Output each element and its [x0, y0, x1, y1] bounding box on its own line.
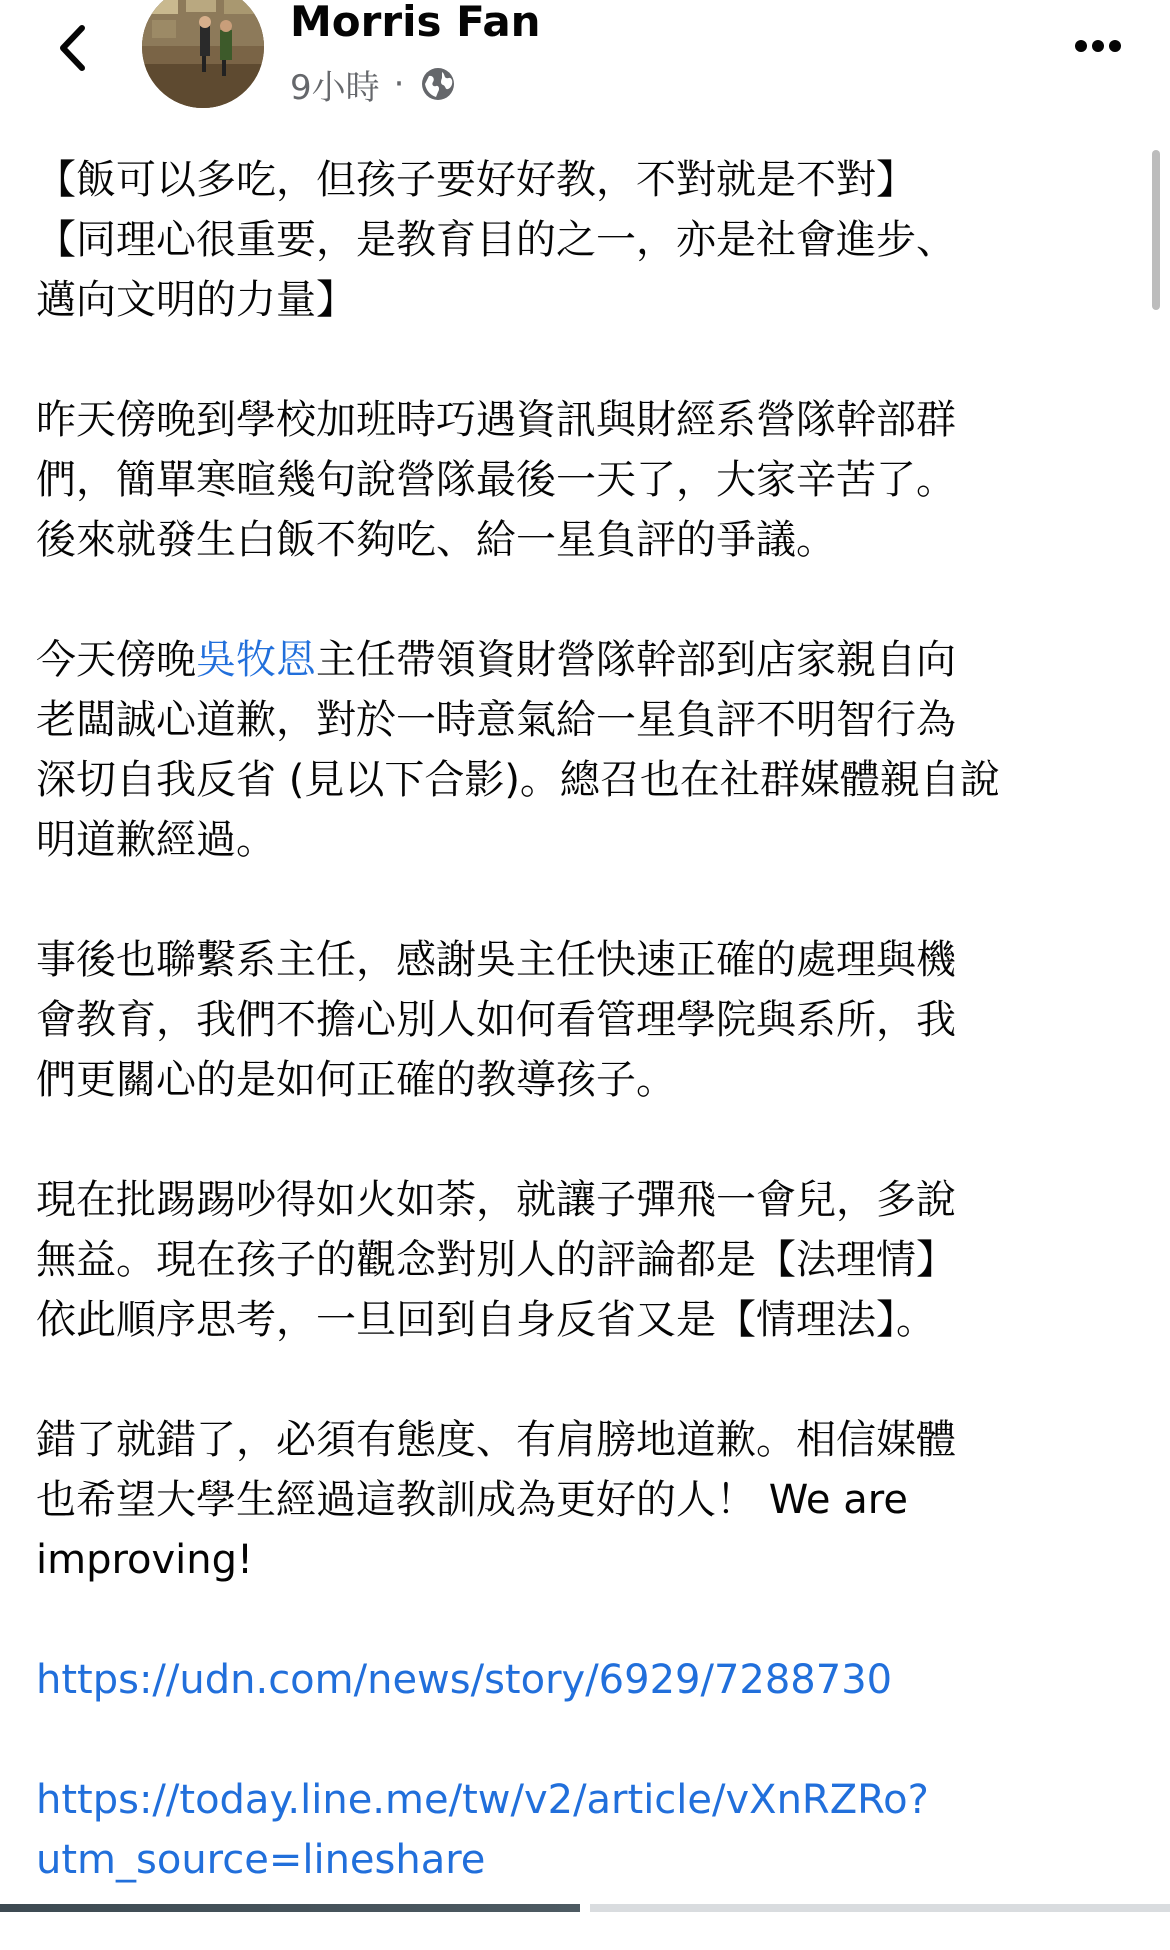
paragraph-1: [36, 390, 1136, 570]
post-title: [36, 150, 1136, 330]
text-line: 現在批踢踢吵得如火如荼，就讓子彈飛一會兒，多說: [36, 1177, 956, 1223]
link-paragraph-2: [36, 1770, 1136, 1890]
title-line: 【同理心很重要，是教育目的之一，亦是社會進步、: [36, 217, 956, 263]
post-body: [36, 150, 1136, 1950]
text-line: [36, 630, 1136, 690]
text-line: 昨天傍晚到學校加班時巧遇資訊與財經系營隊幹部群: [36, 397, 956, 443]
text-line: 深切自我反省 (見以下合影)。總召也在社群媒體親自說: [36, 757, 1000, 803]
text-line: 明道歉經過。: [36, 817, 276, 863]
link-preview-image[interactable]: [0, 1904, 1170, 1912]
title-line: 邁向文明的力量】: [36, 277, 356, 323]
globe-icon: [418, 64, 458, 104]
post-time[interactable]: 9小時: [290, 67, 380, 108]
text-segment: 今天傍晚: [36, 637, 196, 683]
text-line: improving!: [36, 1537, 254, 1583]
paragraph-2: [36, 630, 1136, 870]
text-line: 會教育，我們不擔心別人如何看管理學院與系所，我: [36, 997, 956, 1043]
text-line: 們更關心的是如何正確的教導孩子。: [36, 1057, 676, 1103]
chevron-left-icon: [55, 23, 89, 73]
text-line: 也希望大學生經過這教訓成為更好的人！ We are: [36, 1477, 908, 1523]
scrollbar[interactable]: [1152, 150, 1160, 310]
author-name[interactable]: Morris Fan: [290, 0, 541, 46]
paragraph-5: [36, 1410, 1136, 1590]
more-options-button[interactable]: [1064, 18, 1132, 74]
text-line: 們，簡單寒暄幾句說營隊最後一天了，大家辛苦了。: [36, 457, 956, 503]
post-header: [0, 0, 1170, 130]
link-line: utm_source=lineshare: [36, 1837, 486, 1883]
mention-link[interactable]: 吳牧恩: [196, 637, 316, 683]
title-line: 【飯可以多吃，但孩子要好好教，不對就是不對】: [36, 157, 916, 203]
paragraph-3: [36, 930, 1136, 1110]
text-line: 無益。現在孩子的觀念對別人的評論都是【法理情】: [36, 1237, 956, 1283]
text-line: 錯了就錯了，必須有態度、有肩膀地道歉。相信媒體: [36, 1417, 956, 1463]
link-line: https://today.line.me/tw/v2/article/vXnRZRo?: [36, 1777, 929, 1823]
text-line: 後來就發生白飯不夠吃、給一星負評的爭議。: [36, 517, 836, 563]
link-paragraph-1: [36, 1650, 1136, 1710]
avatar[interactable]: [142, 0, 264, 108]
text-line: 老闆誠心道歉，對於一時意氣給一星負評不明智行為: [36, 697, 956, 743]
more-horizontal-icon: [1074, 39, 1122, 53]
post-meta: [290, 58, 458, 110]
text-segment: 主任帶領資財營隊幹部到店家親自向: [316, 637, 956, 683]
back-button[interactable]: [36, 8, 108, 88]
text-line: 依此順序思考，一旦回到自身反省又是【情理法】。: [36, 1297, 936, 1343]
line-today-link[interactable]: [36, 1770, 1136, 1890]
meta-separator: ·: [393, 64, 405, 104]
paragraph-4: [36, 1170, 1136, 1350]
udn-news-link[interactable]: https://udn.com/news/story/6929/7288730: [36, 1657, 893, 1703]
avatar-photo: [142, 0, 264, 108]
text-line: 事後也聯繫系主任，感謝吳主任快速正確的處理與機: [36, 937, 956, 983]
